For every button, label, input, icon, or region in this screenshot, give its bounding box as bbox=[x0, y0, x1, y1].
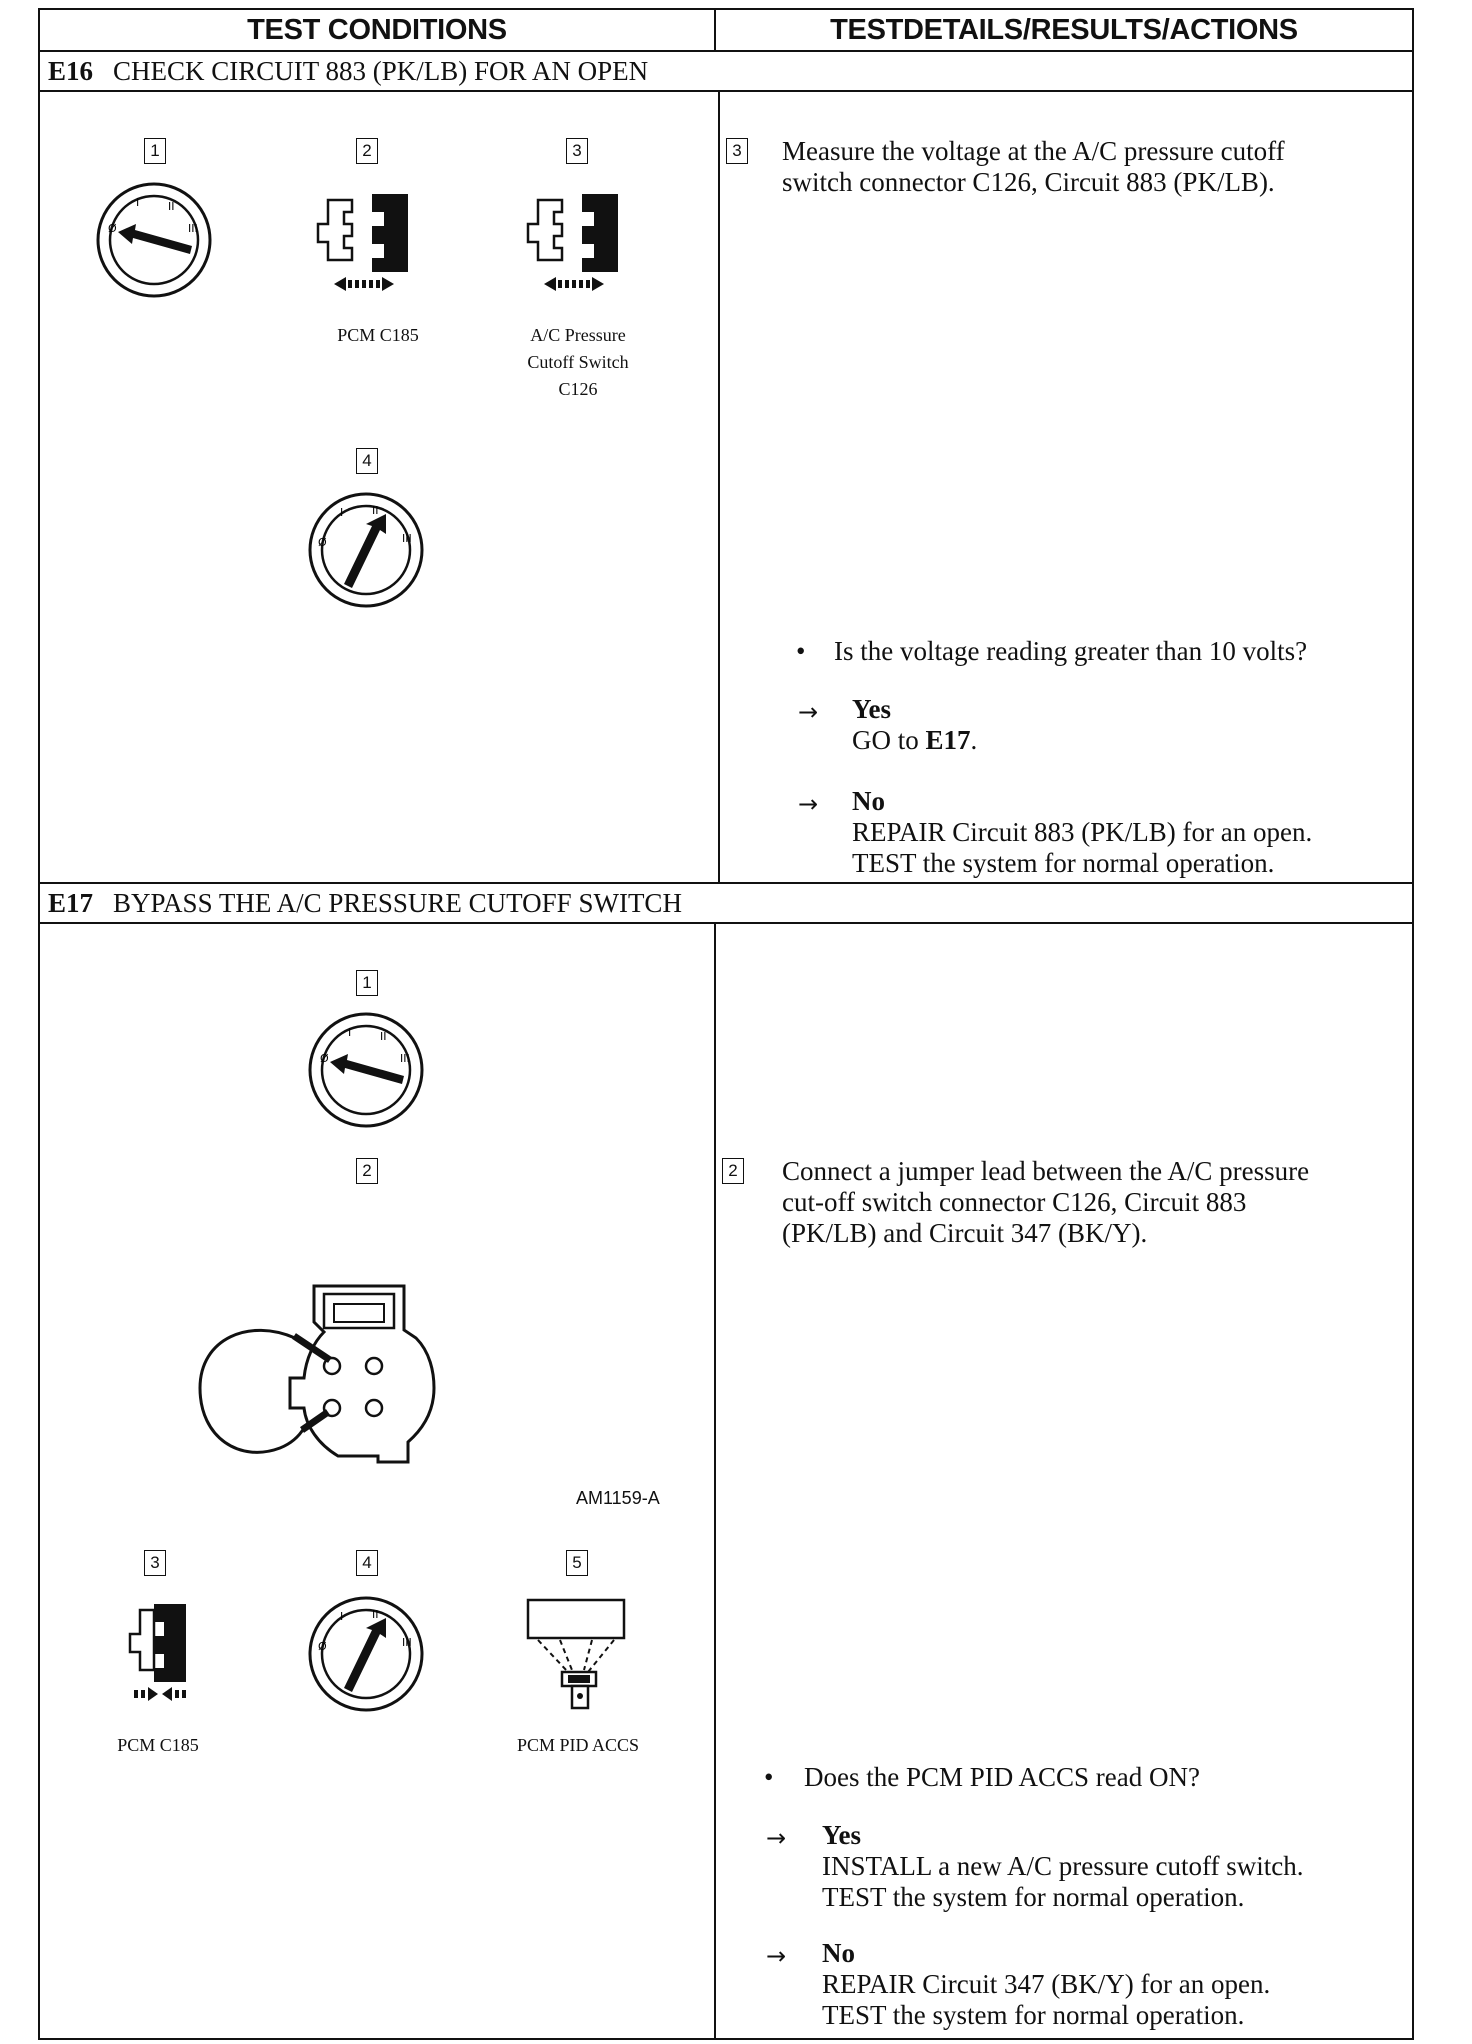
connector-disconnected-icon bbox=[508, 180, 648, 300]
connector-connected-icon bbox=[96, 1590, 216, 1710]
jumper-lead-connector-icon bbox=[190, 1278, 530, 1488]
ignition-run-icon bbox=[302, 1594, 432, 1714]
step-title: CHECK CIRCUIT 883 (PK/LB) FOR AN OPEN bbox=[113, 55, 649, 86]
column-divider bbox=[714, 924, 716, 2040]
step-e17-title bbox=[40, 884, 1412, 922]
step-number-box: 5 bbox=[566, 1550, 588, 1576]
step-number-box: 4 bbox=[356, 448, 378, 474]
column-divider bbox=[718, 92, 720, 882]
e16-no: No REPAIR Circuit 883 (PK/LB) for an open. TEST the system for normal operation. bbox=[852, 786, 1313, 878]
ignition-run-icon bbox=[302, 490, 432, 610]
caption-pcm-c185: PCM C185 bbox=[117, 1735, 199, 1755]
svg-text:I: I bbox=[340, 506, 344, 519]
svg-text:II: II bbox=[380, 1030, 387, 1043]
arrow-right-icon: → bbox=[766, 1824, 787, 1852]
divider bbox=[40, 922, 1412, 924]
step-number-box: 3 bbox=[726, 138, 748, 164]
svg-text:III: III bbox=[402, 532, 412, 545]
svg-text:Ø: Ø bbox=[108, 222, 117, 235]
caption-pcm-pid: PCM PID ACCS bbox=[516, 1735, 640, 1755]
header-test-conditions: TEST CONDITIONS bbox=[247, 13, 507, 46]
e16-instruction: Measure the voltage at the A/C pressure cutoff switch connector C126, Circuit 883 (PK/LB). bbox=[782, 136, 1285, 197]
bullet-icon: • bbox=[796, 636, 806, 666]
e16-yes: Yes GO to E17. bbox=[852, 694, 978, 755]
e17-instruction: Connect a jumper lead between the A/C pressure cut-off switch connector C126, Circuit 883 (PK/LB) and Circuit 347 (BK/Y). bbox=[782, 1156, 1310, 1248]
step-e16-title bbox=[40, 52, 1412, 90]
caption-pcm-c185: PCM C185 bbox=[337, 325, 419, 345]
ignition-off-icon bbox=[302, 1010, 432, 1130]
ignition-off-icon bbox=[90, 180, 220, 300]
step-number-box: 2 bbox=[356, 1158, 378, 1184]
step-code: E16 bbox=[48, 55, 94, 86]
svg-text:II: II bbox=[372, 504, 379, 517]
figure-code: AM1159-A bbox=[576, 1488, 660, 1508]
svg-text:III: III bbox=[400, 1052, 410, 1065]
step-title: BYPASS THE A/C PRESSURE CUTOFF SWITCH bbox=[113, 887, 682, 918]
divider bbox=[40, 90, 1412, 92]
test-table bbox=[38, 8, 1414, 2040]
svg-text:I: I bbox=[136, 196, 140, 209]
step-number-box: 3 bbox=[144, 1550, 166, 1576]
arrow-right-icon: → bbox=[798, 790, 819, 818]
svg-text:I: I bbox=[340, 1610, 344, 1623]
svg-text:I: I bbox=[348, 1026, 352, 1039]
step-number-box: 1 bbox=[356, 970, 378, 996]
header-test-details: TESTDETAILS/RESULTS/ACTIONS bbox=[830, 13, 1298, 46]
header-divider bbox=[714, 10, 716, 50]
e16-yes-action: GO to E17. bbox=[852, 725, 978, 755]
e16-question: Is the voltage reading greater than 10 volts? bbox=[834, 636, 1308, 666]
e17-no: No REPAIR Circuit 347 (BK/Y) for an open. TEST the system for normal operation. bbox=[822, 1938, 1271, 2030]
svg-text:Ø: Ø bbox=[320, 1052, 329, 1065]
bullet-icon: • bbox=[764, 1762, 774, 1792]
step-number-box: 3 bbox=[566, 138, 588, 164]
step-number-box: 2 bbox=[722, 1158, 744, 1184]
svg-text:III: III bbox=[402, 1636, 412, 1649]
step-number-box: 2 bbox=[356, 138, 378, 164]
arrow-right-icon: → bbox=[798, 698, 819, 726]
step-number-box: 4 bbox=[356, 1550, 378, 1576]
arrow-right-icon: → bbox=[766, 1942, 787, 1970]
connector-disconnected-icon bbox=[298, 180, 438, 300]
e17-question: Does the PCM PID ACCS read ON? bbox=[804, 1762, 1200, 1792]
svg-text:Ø: Ø bbox=[318, 536, 327, 549]
caption-switch: A/C Pressure Cutoff Switch C126 bbox=[527, 325, 629, 399]
scan-tool-icon bbox=[510, 1590, 650, 1720]
svg-text:II: II bbox=[372, 1608, 379, 1621]
step-code: E17 bbox=[48, 887, 94, 918]
svg-text:II: II bbox=[168, 200, 175, 213]
step-number-box: 1 bbox=[144, 138, 166, 164]
svg-text:Ø: Ø bbox=[318, 1640, 327, 1653]
svg-text:III: III bbox=[188, 222, 198, 235]
e17-yes: Yes INSTALL a new A/C pressure cutoff switch. TEST the system for normal operation. bbox=[822, 1820, 1304, 1912]
